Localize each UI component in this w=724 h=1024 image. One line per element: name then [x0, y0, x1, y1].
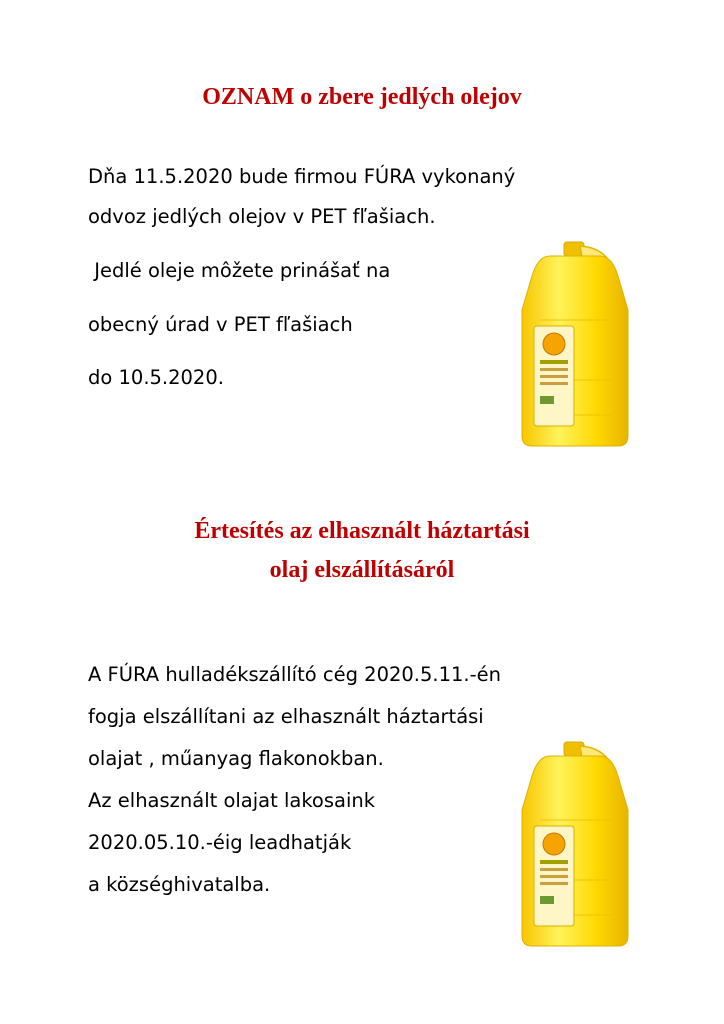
oil-bottle-image — [520, 240, 632, 450]
text-line: olajat , műanyag flakonokban. — [88, 747, 384, 770]
text-line: fogja elszállítani az elhasznált háztartási — [88, 705, 484, 728]
text-line: 2020.05.10.-éig leadhatják — [88, 831, 352, 854]
text-line: a községhivatalba. — [88, 873, 271, 896]
text-line: odvoz jedlých olejov v PET fľašiach. — [88, 205, 436, 228]
text-line: do 10.5.2020. — [88, 366, 224, 389]
heading-slovak: OZNAM o zbere jedlých olejov — [202, 84, 522, 110]
heading-hungarian-line1: Értesítés az elhasznált háztartási — [194, 518, 530, 544]
text-line: Az elhasznált olajat lakosaink — [88, 789, 376, 812]
heading-hungarian-line2: olaj elszállításáról — [269, 557, 455, 583]
oil-bottle-image — [520, 740, 632, 950]
text-line: obecný úrad v PET fľašiach — [88, 313, 353, 336]
text-line: Jedlé oleje môžete prinášať na — [88, 259, 391, 282]
text-line: A FÚRA hulladékszállító cég 2020.5.11.-én — [88, 663, 501, 686]
text-line: Dňa 11.5.2020 bude firmou FÚRA vykonaný — [88, 165, 516, 188]
